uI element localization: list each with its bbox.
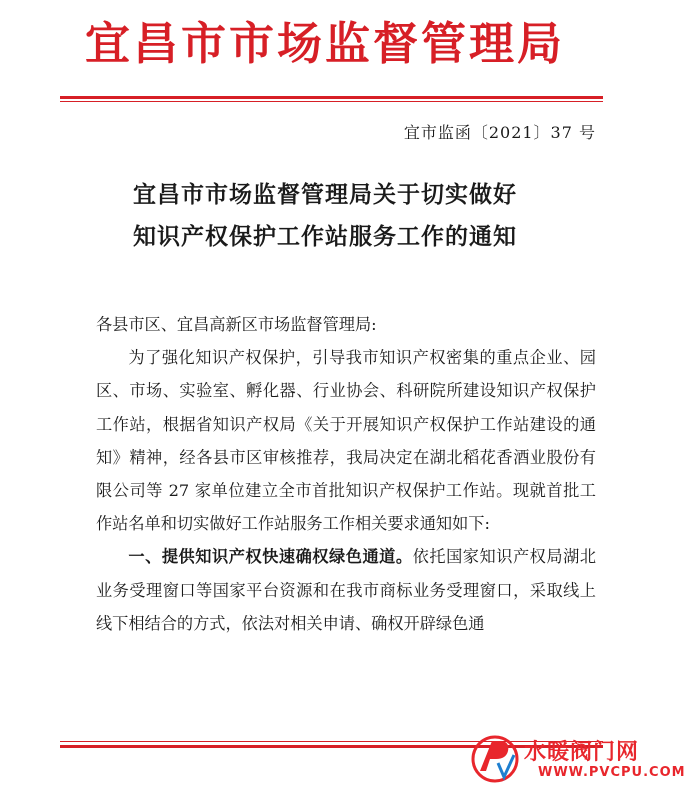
section-1-text: 依托国家知识产权局湖北业务受理窗口等国家平台资源和在我市商标业务受理窗口，采取线上线下相结合的方式，依法对相关申请、确权开辟绿色通 <box>96 547 597 633</box>
site-watermark <box>470 733 686 787</box>
document-number: 宜市监函〔2021〕37 号 <box>403 123 596 142</box>
recipients-line: 各县市区、宜昌高新区市场监督管理局: <box>96 315 377 334</box>
header-red-rule-thick <box>60 96 603 99</box>
watermark-logo-icon <box>470 733 520 785</box>
paragraph-section-1 <box>96 540 596 640</box>
watermark-site-name: 水暖阀门网 <box>524 740 640 765</box>
header-red-rule-thin <box>60 101 603 102</box>
section-1-heading: 一、提供知识产权快速确权绿色通道。 <box>128 547 413 567</box>
agency-header-title: 宜昌市市场监督管理局 <box>84 17 565 70</box>
notice-body <box>96 308 596 640</box>
notice-title-line2: 知识产权保护工作站服务工作的通知 <box>133 223 517 250</box>
notice-title-line1: 宜昌市市场监督管理局关于切实做好 <box>133 181 517 208</box>
watermark-url: WWW.PVCPU.COM <box>538 765 686 780</box>
paragraph-intro: 为了强化知识产权保护，引导我市知识产权密集的重点企业、园区、市场、实验室、孵化器、行业协会、科研院所建设知识产权保护工作站，根据省知识产权局《关于开展知识产权保护工作站建设的通知》精神，经各县市区审核推荐，我局决定在湖北稻花香酒业股份有限公司等 27 家单位建立全市首批知识产权保护工作站。现就首批工作站名单和切实做好工作站服务工作相关要求通知如下: <box>96 348 596 534</box>
